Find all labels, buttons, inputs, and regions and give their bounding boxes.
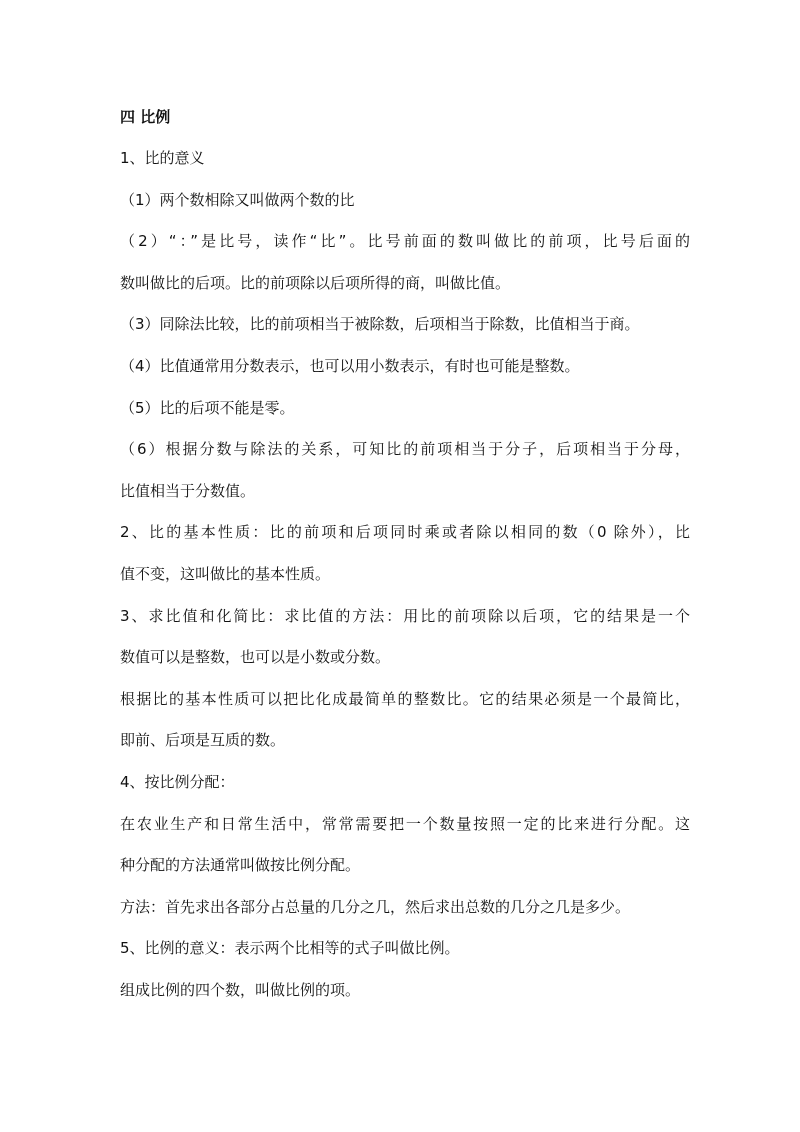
paragraph-line: 5、比例的意义：表示两个比相等的式子叫做比例。 [120, 939, 460, 958]
paragraph-line: （3）同除法比较，比的前项相当于被除数，后项相当于除数，比值相当于商。 [120, 315, 640, 334]
paragraph-line: 方法：首先求出各部分占总量的几分之几，然后求出总数的几分之几是多少。 [120, 897, 631, 916]
paragraph-line: 3、求比值和化简比：求比值的方法：用比的前项除以后项，它的结果是一个 [120, 606, 690, 625]
paragraph-line: 即前、后项是互质的数。 [120, 731, 286, 750]
paragraph-line: 根据比的基本性质可以把比化成最简单的整数比。它的结果必须是一个最简比， [120, 689, 690, 708]
paragraph-line: 比值相当于分数值。 [120, 481, 256, 500]
paragraph-line: 数值可以是整数，也可以是小数或分数。 [120, 648, 391, 667]
paragraph-line: 2、比的基本性质：比的前项和后项同时乘或者除以相同的数（0 除外），比 [120, 523, 690, 542]
section-title: 四 比例 [120, 108, 171, 126]
paragraph-line: （2）“：”是比号，读作“比”。比号前面的数叫做比的前项，比号后面的 [120, 232, 690, 251]
paragraph-line: （4）比值通常用分数表示，也可以用小数表示，有时也可能是整数。 [120, 356, 580, 375]
paragraph-line: 在农业生产和日常生活中，常常需要把一个数量按照一定的比来进行分配。这 [120, 814, 690, 833]
paragraph-line: 组成比例的四个数，叫做比例的项。 [120, 980, 361, 999]
paragraph-line: 值不变，这叫做比的基本性质。 [120, 564, 331, 583]
paragraph-line: （6）根据分数与除法的关系，可知比的前项相当于分子，后项相当于分母， [120, 440, 690, 459]
paragraph-line: （5）比的后项不能是零。 [120, 398, 295, 417]
paragraph-line: 1、比的意义 [120, 149, 205, 167]
paragraph-line: 4、按比例分配： [120, 772, 235, 791]
paragraph-line: 种分配的方法通常叫做按比例分配。 [120, 856, 361, 875]
paragraph-line: 数叫做比的后项。比的前项除以后项所得的商，叫做比值。 [120, 273, 511, 292]
document-page [120, 96, 690, 1011]
paragraph-line: （1）两个数相除又叫做两个数的比 [120, 190, 355, 209]
